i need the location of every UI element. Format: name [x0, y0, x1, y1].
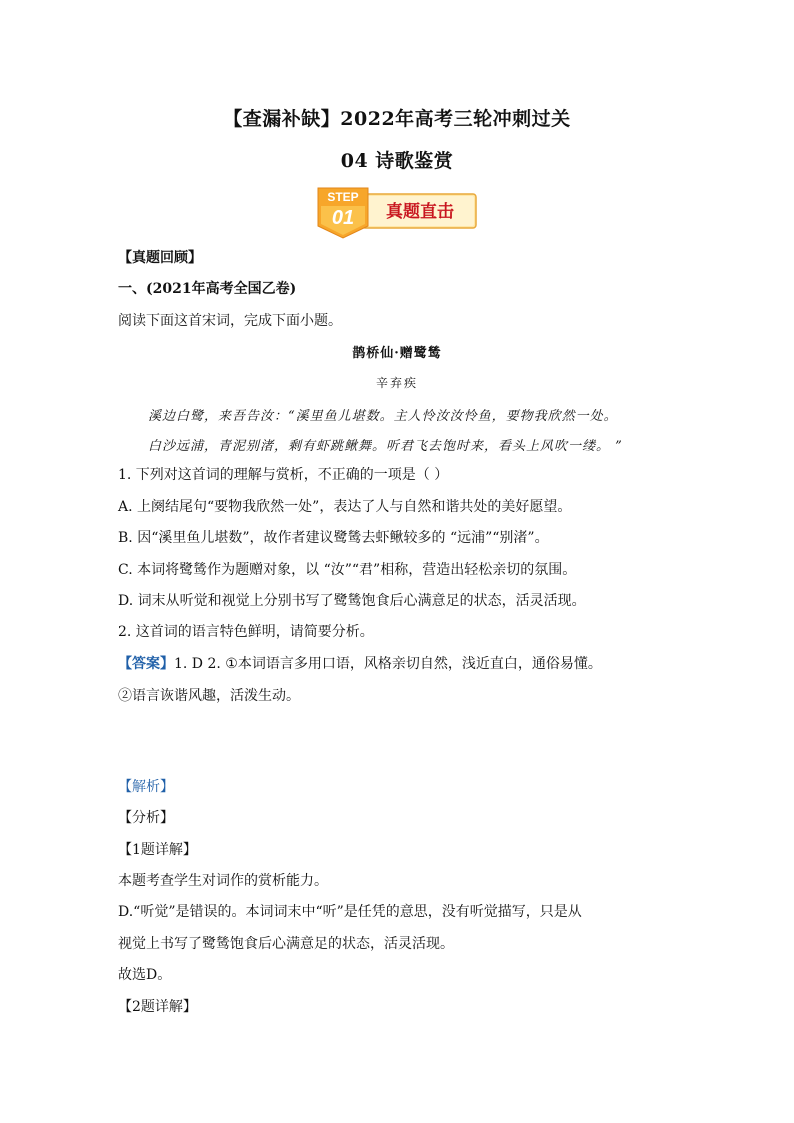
page-title: 【查漏补缺】2022年高考三轮冲刺过关 [223, 108, 571, 130]
q1-detail-p2: D.“听觉”是错误的。本词词末中“听”是任凭的意思，没有听觉描写，只是从 [118, 904, 582, 920]
page-subtitle: 04 诗歌鉴赏 [340, 150, 454, 172]
poem-title: 鹊桥仙·赠鹭鸶 [352, 346, 442, 361]
option-c: C. 本词将鹭鸶作为题赠对象，以 “汝”“君”相称，营造出轻松亲切的氛围。 [118, 562, 577, 578]
answer-text: 1. D 2. ①本词语言多用口语，风格亲切自然，浅近直白，通俗易懂。 [174, 656, 602, 672]
q2-detail-heading: 【2题详解】 [118, 999, 197, 1015]
step-number: 01 [331, 207, 355, 229]
step-label: STEP [327, 190, 359, 204]
question-1-stem: 1. 下列对这首词的理解与赏析，不正确的一项是（ ） [118, 467, 449, 483]
analysis-tag: 【解析】 [118, 779, 174, 795]
analysis-fenxi: 【分析】 [118, 810, 174, 826]
step-badge-graphic [314, 184, 480, 240]
option-d: D. 词末从听觉和视觉上分别书写了鹭鸶饱食后心满意足的状态，活灵活现。 [118, 593, 586, 609]
step-badge [314, 184, 480, 240]
question-2-stem: 2. 这首词的语言特色鲜明，请简要分析。 [118, 624, 374, 640]
option-a: A. 上阕结尾句“要物我欣然一处”，表达了人与自然和谐共处的美好愿望。 [118, 499, 572, 515]
poem-line-2: 白沙远浦，青泥别渚，剩有虾跳鳅舞。听君飞去饱时来，看头上风吹一缕。 ” [148, 439, 623, 454]
q1-detail-p1: 本题考查学生对词作的赏析能力。 [118, 873, 328, 889]
q1-detail-p3: 视觉上书写了鹭鸶饱食后心满意足的状态，活灵活现。 [118, 936, 454, 952]
answer-tag: 【答案】 [118, 656, 174, 672]
instruction-text: 阅读下面这首宋词，完成下面小题。 [118, 313, 342, 329]
option-b: B. 因“溪里鱼儿堪数”，故作者建议鹭鸶去虾鳅较多的 “远浦”“别渚”。 [118, 530, 549, 546]
poem-line-1: 溪边白鹭，来吾告汝：“溪里鱼儿堪数。主人怜汝汝怜鱼，要物我欣然一处。 [148, 409, 618, 424]
answer-line-1 [118, 654, 602, 674]
poem-author: 辛弃疾 [375, 376, 418, 390]
question-source: 一、(2021年高考全国乙卷) [118, 281, 297, 297]
q1-detail-p4: 故选D。 [118, 967, 172, 983]
section-heading: 【真题回顾】 [118, 250, 202, 266]
q1-detail-heading: 【1题详解】 [118, 842, 197, 858]
answer-line-2: ②语言诙谐风趣，活泼生动。 [118, 688, 300, 704]
step-banner-text: 真题直击 [386, 202, 454, 222]
